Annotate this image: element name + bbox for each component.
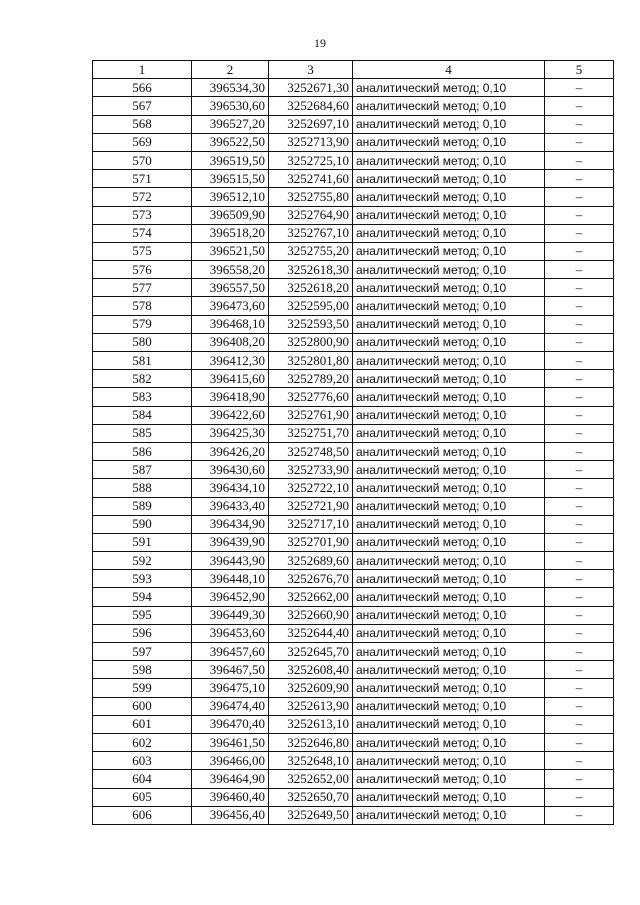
method-cell: аналитический метод; 0,10 xyxy=(353,206,545,224)
point-number-cell: 576 xyxy=(93,261,192,279)
table-row xyxy=(93,261,614,279)
note-cell: – xyxy=(545,624,614,642)
page-number: 19 xyxy=(314,36,326,50)
table-row xyxy=(93,643,614,661)
x-coordinate-cell: 396522,50 xyxy=(192,133,269,151)
note-cell: – xyxy=(545,79,614,97)
x-coordinate-cell: 396456,40 xyxy=(192,806,269,824)
method-cell: аналитический метод; 0,10 xyxy=(353,151,545,169)
x-coordinate-cell: 396557,50 xyxy=(192,279,269,297)
table-row xyxy=(93,333,614,351)
y-coordinate-cell: 3252662,00 xyxy=(269,588,353,606)
y-coordinate-cell: 3252660,90 xyxy=(269,606,353,624)
table-row xyxy=(93,242,614,260)
point-number-cell: 581 xyxy=(93,352,192,370)
y-coordinate-cell: 3252648,10 xyxy=(269,752,353,770)
point-number-cell: 606 xyxy=(93,806,192,824)
point-number-cell: 596 xyxy=(93,624,192,642)
note-cell: – xyxy=(545,643,614,661)
method-cell: аналитический метод; 0,10 xyxy=(353,133,545,151)
note-cell: – xyxy=(545,206,614,224)
note-cell: – xyxy=(545,406,614,424)
y-coordinate-cell: 3252721,90 xyxy=(269,497,353,515)
method-cell: аналитический метод; 0,10 xyxy=(353,479,545,497)
x-coordinate-cell: 396515,50 xyxy=(192,170,269,188)
y-coordinate-cell: 3252801,80 xyxy=(269,352,353,370)
x-coordinate-cell: 396425,30 xyxy=(192,424,269,442)
method-cell: аналитический метод; 0,10 xyxy=(353,679,545,697)
note-cell: – xyxy=(545,97,614,115)
x-coordinate-cell: 396415,60 xyxy=(192,370,269,388)
x-coordinate-cell: 396473,60 xyxy=(192,297,269,315)
point-number-cell: 595 xyxy=(93,606,192,624)
x-coordinate-cell: 396433,40 xyxy=(192,497,269,515)
method-cell: аналитический метод; 0,10 xyxy=(353,806,545,824)
x-coordinate-cell: 396467,50 xyxy=(192,661,269,679)
x-coordinate-cell: 396527,20 xyxy=(192,115,269,133)
table-row xyxy=(93,279,614,297)
method-cell: аналитический метод; 0,10 xyxy=(353,242,545,260)
method-cell: аналитический метод; 0,10 xyxy=(353,370,545,388)
y-coordinate-cell: 3252671,30 xyxy=(269,79,353,97)
y-coordinate-cell: 3252618,30 xyxy=(269,261,353,279)
y-coordinate-cell: 3252645,70 xyxy=(269,643,353,661)
method-cell: аналитический метод; 0,10 xyxy=(353,770,545,788)
method-cell: аналитический метод; 0,10 xyxy=(353,424,545,442)
table-row xyxy=(93,533,614,551)
x-coordinate-cell: 396509,90 xyxy=(192,206,269,224)
method-cell: аналитический метод; 0,10 xyxy=(353,97,545,115)
table-row xyxy=(93,606,614,624)
point-number-cell: 573 xyxy=(93,206,192,224)
y-coordinate-cell: 3252767,10 xyxy=(269,224,353,242)
method-cell: аналитический метод; 0,10 xyxy=(353,352,545,370)
x-coordinate-cell: 396519,50 xyxy=(192,151,269,169)
x-coordinate-cell: 396449,30 xyxy=(192,606,269,624)
table-row xyxy=(93,388,614,406)
note-cell: – xyxy=(545,370,614,388)
table-row xyxy=(93,170,614,188)
method-cell: аналитический метод; 0,10 xyxy=(353,533,545,551)
point-number-cell: 602 xyxy=(93,733,192,751)
table-row xyxy=(93,224,614,242)
x-coordinate-cell: 396558,20 xyxy=(192,261,269,279)
column-header-5: 5 xyxy=(545,61,614,79)
y-coordinate-cell: 3252644,40 xyxy=(269,624,353,642)
point-number-cell: 567 xyxy=(93,97,192,115)
x-coordinate-cell: 396418,90 xyxy=(192,388,269,406)
note-cell: – xyxy=(545,442,614,460)
note-cell: – xyxy=(545,151,614,169)
table-row xyxy=(93,479,614,497)
y-coordinate-cell: 3252755,20 xyxy=(269,242,353,260)
note-cell: – xyxy=(545,315,614,333)
x-coordinate-cell: 396422,60 xyxy=(192,406,269,424)
y-coordinate-cell: 3252725,10 xyxy=(269,151,353,169)
y-coordinate-cell: 3252713,90 xyxy=(269,133,353,151)
point-number-cell: 575 xyxy=(93,242,192,260)
x-coordinate-cell: 396426,20 xyxy=(192,442,269,460)
y-coordinate-cell: 3252717,10 xyxy=(269,515,353,533)
note-cell: – xyxy=(545,497,614,515)
note-cell: – xyxy=(545,552,614,570)
y-coordinate-cell: 3252776,60 xyxy=(269,388,353,406)
table-row xyxy=(93,515,614,533)
table-row xyxy=(93,79,614,97)
note-cell: – xyxy=(545,679,614,697)
point-number-cell: 594 xyxy=(93,588,192,606)
method-cell: аналитический метод; 0,10 xyxy=(353,79,545,97)
table-row xyxy=(93,715,614,733)
method-cell: аналитический метод; 0,10 xyxy=(353,643,545,661)
method-cell: аналитический метод; 0,10 xyxy=(353,624,545,642)
point-number-cell: 590 xyxy=(93,515,192,533)
note-cell: – xyxy=(545,388,614,406)
table-row xyxy=(93,97,614,115)
table-header xyxy=(93,61,614,79)
y-coordinate-cell: 3252618,20 xyxy=(269,279,353,297)
x-coordinate-cell: 396443,90 xyxy=(192,552,269,570)
x-coordinate-cell: 396434,90 xyxy=(192,515,269,533)
method-cell: аналитический метод; 0,10 xyxy=(353,715,545,733)
y-coordinate-cell: 3252595,00 xyxy=(269,297,353,315)
table-row xyxy=(93,788,614,806)
point-number-cell: 584 xyxy=(93,406,192,424)
table-row xyxy=(93,297,614,315)
note-cell: – xyxy=(545,352,614,370)
note-cell: – xyxy=(545,115,614,133)
y-coordinate-cell: 3252613,90 xyxy=(269,697,353,715)
method-cell: аналитический метод; 0,10 xyxy=(353,606,545,624)
point-number-cell: 588 xyxy=(93,479,192,497)
table-row xyxy=(93,552,614,570)
x-coordinate-cell: 396457,60 xyxy=(192,643,269,661)
point-number-cell: 604 xyxy=(93,770,192,788)
point-number-cell: 586 xyxy=(93,442,192,460)
point-number-cell: 572 xyxy=(93,188,192,206)
point-number-cell: 568 xyxy=(93,115,192,133)
note-cell: – xyxy=(545,188,614,206)
y-coordinate-cell: 3252689,60 xyxy=(269,552,353,570)
point-number-cell: 569 xyxy=(93,133,192,151)
y-coordinate-cell: 3252761,90 xyxy=(269,406,353,424)
note-cell: – xyxy=(545,461,614,479)
point-number-cell: 600 xyxy=(93,697,192,715)
note-cell: – xyxy=(545,752,614,770)
point-number-cell: 605 xyxy=(93,788,192,806)
method-cell: аналитический метод; 0,10 xyxy=(353,315,545,333)
note-cell: – xyxy=(545,224,614,242)
method-cell: аналитический метод; 0,10 xyxy=(353,461,545,479)
x-coordinate-cell: 396521,50 xyxy=(192,242,269,260)
note-cell: – xyxy=(545,133,614,151)
note-cell: – xyxy=(545,242,614,260)
point-number-cell: 571 xyxy=(93,170,192,188)
table-row xyxy=(93,697,614,715)
table-row xyxy=(93,370,614,388)
table-row xyxy=(93,315,614,333)
table-row xyxy=(93,588,614,606)
y-coordinate-cell: 3252608,40 xyxy=(269,661,353,679)
y-coordinate-cell: 3252650,70 xyxy=(269,788,353,806)
point-number-cell: 601 xyxy=(93,715,192,733)
table-row xyxy=(93,733,614,751)
y-coordinate-cell: 3252609,90 xyxy=(269,679,353,697)
header-row xyxy=(93,61,614,79)
method-cell: аналитический метод; 0,10 xyxy=(353,224,545,242)
table-row xyxy=(93,442,614,460)
y-coordinate-cell: 3252733,90 xyxy=(269,461,353,479)
note-cell: – xyxy=(545,661,614,679)
table-row xyxy=(93,133,614,151)
column-header-4: 4 xyxy=(353,61,545,79)
point-number-cell: 582 xyxy=(93,370,192,388)
method-cell: аналитический метод; 0,10 xyxy=(353,188,545,206)
point-number-cell: 577 xyxy=(93,279,192,297)
table-row xyxy=(93,461,614,479)
method-cell: аналитический метод; 0,10 xyxy=(353,497,545,515)
method-cell: аналитический метод; 0,10 xyxy=(353,697,545,715)
method-cell: аналитический метод; 0,10 xyxy=(353,442,545,460)
method-cell: аналитический метод; 0,10 xyxy=(353,788,545,806)
note-cell: – xyxy=(545,424,614,442)
note-cell: – xyxy=(545,570,614,588)
point-number-cell: 566 xyxy=(93,79,192,97)
table-row xyxy=(93,661,614,679)
coordinates-table xyxy=(92,60,614,825)
y-coordinate-cell: 3252755,80 xyxy=(269,188,353,206)
method-cell: аналитический метод; 0,10 xyxy=(353,752,545,770)
method-cell: аналитический метод; 0,10 xyxy=(353,261,545,279)
note-cell: – xyxy=(545,606,614,624)
x-coordinate-cell: 396518,20 xyxy=(192,224,269,242)
note-cell: – xyxy=(545,788,614,806)
point-number-cell: 587 xyxy=(93,461,192,479)
point-number-cell: 580 xyxy=(93,333,192,351)
table-row xyxy=(93,151,614,169)
column-header-3: 3 xyxy=(269,61,353,79)
note-cell: – xyxy=(545,333,614,351)
y-coordinate-cell: 3252741,60 xyxy=(269,170,353,188)
y-coordinate-cell: 3252748,50 xyxy=(269,442,353,460)
column-header-2: 2 xyxy=(192,61,269,79)
table-row xyxy=(93,624,614,642)
x-coordinate-cell: 396448,10 xyxy=(192,570,269,588)
note-cell: – xyxy=(545,279,614,297)
note-cell: – xyxy=(545,170,614,188)
x-coordinate-cell: 396452,90 xyxy=(192,588,269,606)
table-row xyxy=(93,752,614,770)
x-coordinate-cell: 396470,40 xyxy=(192,715,269,733)
y-coordinate-cell: 3252800,90 xyxy=(269,333,353,351)
column-header-1: 1 xyxy=(93,61,192,79)
table-row xyxy=(93,679,614,697)
point-number-cell: 599 xyxy=(93,679,192,697)
point-number-cell: 589 xyxy=(93,497,192,515)
y-coordinate-cell: 3252593,50 xyxy=(269,315,353,333)
x-coordinate-cell: 396430,60 xyxy=(192,461,269,479)
x-coordinate-cell: 396412,30 xyxy=(192,352,269,370)
note-cell: – xyxy=(545,515,614,533)
y-coordinate-cell: 3252697,10 xyxy=(269,115,353,133)
point-number-cell: 603 xyxy=(93,752,192,770)
x-coordinate-cell: 396474,40 xyxy=(192,697,269,715)
note-cell: – xyxy=(545,697,614,715)
table-body xyxy=(93,79,614,825)
table-row xyxy=(93,770,614,788)
point-number-cell: 591 xyxy=(93,533,192,551)
x-coordinate-cell: 396534,30 xyxy=(192,79,269,97)
method-cell: аналитический метод; 0,10 xyxy=(353,388,545,406)
x-coordinate-cell: 396512,10 xyxy=(192,188,269,206)
method-cell: аналитический метод; 0,10 xyxy=(353,552,545,570)
method-cell: аналитический метод; 0,10 xyxy=(353,279,545,297)
y-coordinate-cell: 3252764,90 xyxy=(269,206,353,224)
note-cell: – xyxy=(545,770,614,788)
note-cell: – xyxy=(545,733,614,751)
x-coordinate-cell: 396453,60 xyxy=(192,624,269,642)
method-cell: аналитический метод; 0,10 xyxy=(353,733,545,751)
point-number-cell: 597 xyxy=(93,643,192,661)
table-row xyxy=(93,497,614,515)
point-number-cell: 579 xyxy=(93,315,192,333)
point-number-cell: 592 xyxy=(93,552,192,570)
x-coordinate-cell: 396461,50 xyxy=(192,733,269,751)
note-cell: – xyxy=(545,806,614,824)
point-number-cell: 574 xyxy=(93,224,192,242)
table-row xyxy=(93,352,614,370)
x-coordinate-cell: 396434,10 xyxy=(192,479,269,497)
point-number-cell: 593 xyxy=(93,570,192,588)
note-cell: – xyxy=(545,479,614,497)
x-coordinate-cell: 396530,60 xyxy=(192,97,269,115)
table-row xyxy=(93,206,614,224)
x-coordinate-cell: 396439,90 xyxy=(192,533,269,551)
y-coordinate-cell: 3252751,70 xyxy=(269,424,353,442)
x-coordinate-cell: 396468,10 xyxy=(192,315,269,333)
y-coordinate-cell: 3252613,10 xyxy=(269,715,353,733)
note-cell: – xyxy=(545,588,614,606)
x-coordinate-cell: 396408,20 xyxy=(192,333,269,351)
table-row xyxy=(93,115,614,133)
x-coordinate-cell: 396464,90 xyxy=(192,770,269,788)
method-cell: аналитический метод; 0,10 xyxy=(353,170,545,188)
y-coordinate-cell: 3252676,70 xyxy=(269,570,353,588)
point-number-cell: 570 xyxy=(93,151,192,169)
table-row xyxy=(93,406,614,424)
y-coordinate-cell: 3252649,50 xyxy=(269,806,353,824)
point-number-cell: 578 xyxy=(93,297,192,315)
y-coordinate-cell: 3252789,20 xyxy=(269,370,353,388)
method-cell: аналитический метод; 0,10 xyxy=(353,333,545,351)
x-coordinate-cell: 396460,40 xyxy=(192,788,269,806)
note-cell: – xyxy=(545,533,614,551)
x-coordinate-cell: 396466,00 xyxy=(192,752,269,770)
point-number-cell: 598 xyxy=(93,661,192,679)
y-coordinate-cell: 3252684,60 xyxy=(269,97,353,115)
method-cell: аналитический метод; 0,10 xyxy=(353,661,545,679)
method-cell: аналитический метод; 0,10 xyxy=(353,570,545,588)
table-row xyxy=(93,188,614,206)
note-cell: – xyxy=(545,297,614,315)
table-row xyxy=(93,424,614,442)
point-number-cell: 583 xyxy=(93,388,192,406)
y-coordinate-cell: 3252646,80 xyxy=(269,733,353,751)
x-coordinate-cell: 396475,10 xyxy=(192,679,269,697)
method-cell: аналитический метод; 0,10 xyxy=(353,406,545,424)
table-row xyxy=(93,806,614,824)
note-cell: – xyxy=(545,715,614,733)
note-cell: – xyxy=(545,261,614,279)
method-cell: аналитический метод; 0,10 xyxy=(353,515,545,533)
table-row xyxy=(93,570,614,588)
y-coordinate-cell: 3252652,00 xyxy=(269,770,353,788)
y-coordinate-cell: 3252722,10 xyxy=(269,479,353,497)
y-coordinate-cell: 3252701,90 xyxy=(269,533,353,551)
method-cell: аналитический метод; 0,10 xyxy=(353,588,545,606)
point-number-cell: 585 xyxy=(93,424,192,442)
method-cell: аналитический метод; 0,10 xyxy=(353,115,545,133)
method-cell: аналитический метод; 0,10 xyxy=(353,297,545,315)
